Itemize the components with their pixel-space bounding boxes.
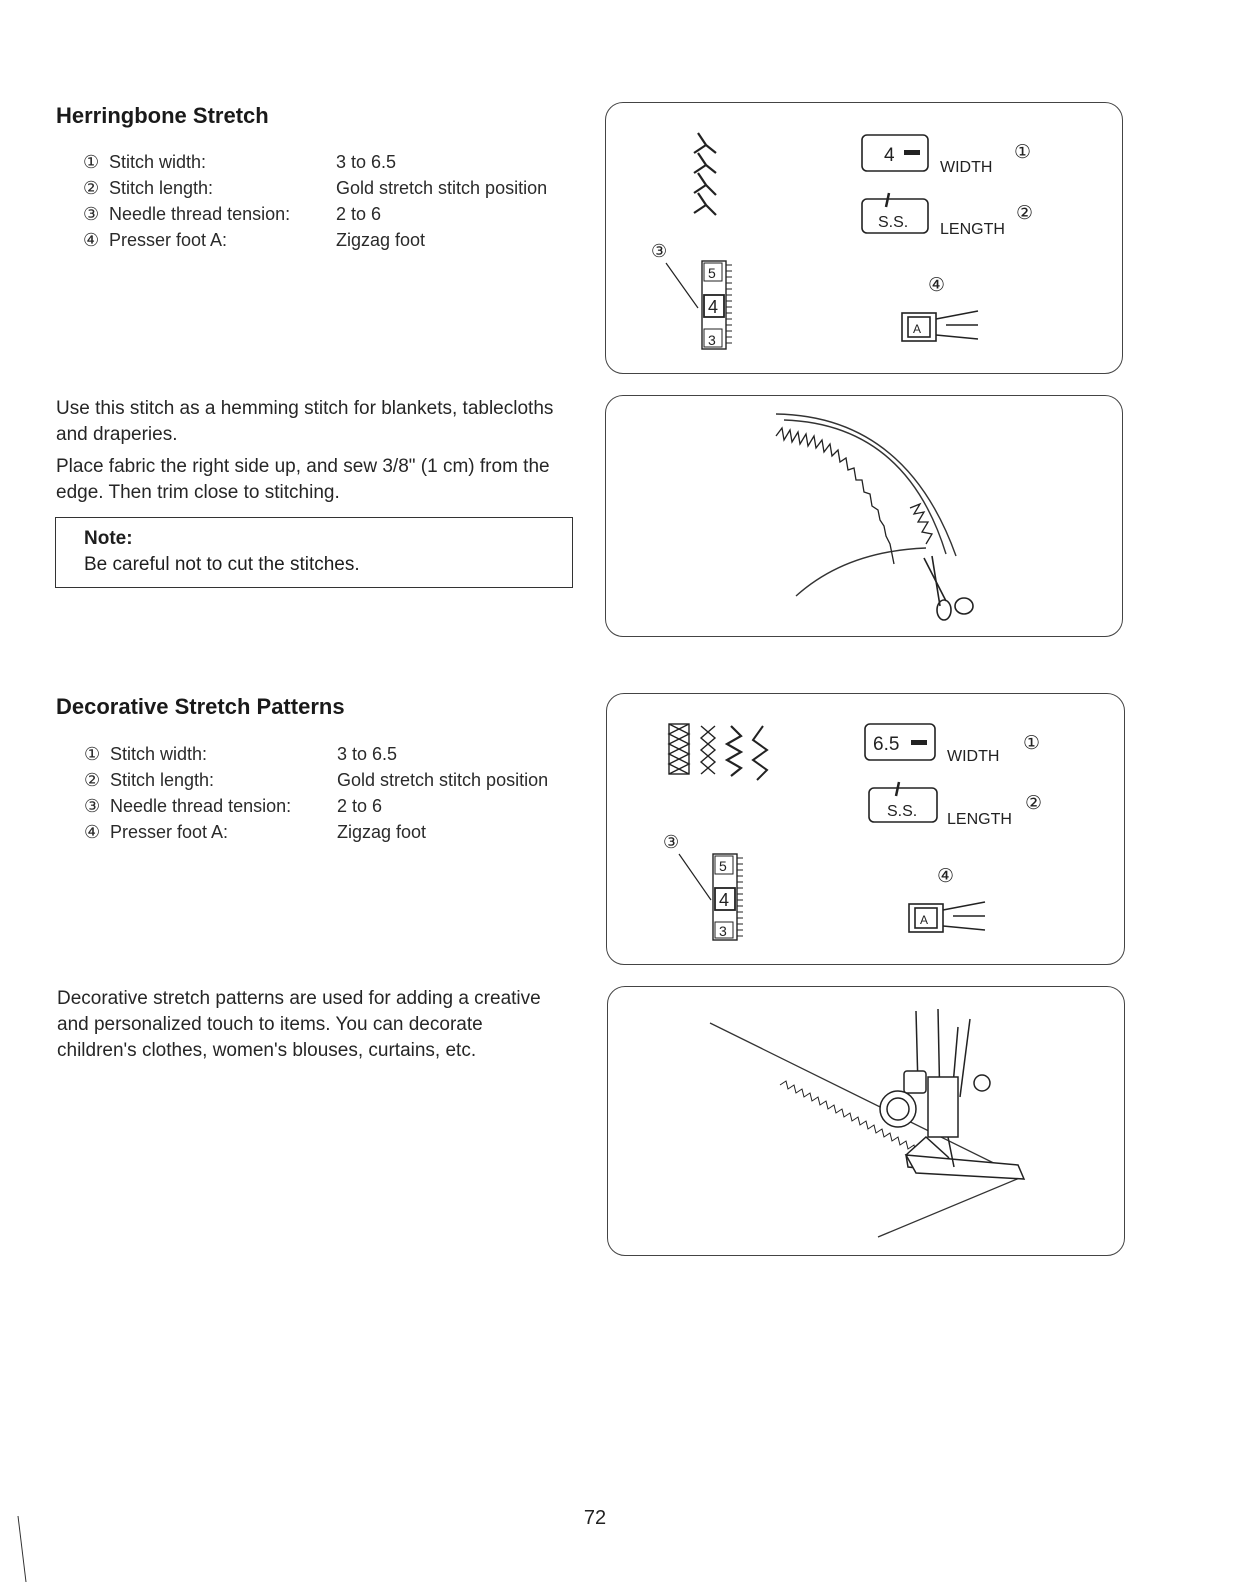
spec-label: Presser foot A: [109, 230, 228, 250]
settings-illustration [607, 694, 1126, 966]
note-title: Note: [84, 528, 133, 549]
page-number: 72 [583, 1507, 607, 1529]
tension-callout: ③ [663, 832, 680, 852]
hem-stitch-icon [776, 428, 932, 564]
fabric-icon [710, 1023, 1022, 1237]
length-value: S.S. [887, 803, 918, 820]
decorative-settings-panel [606, 693, 1125, 965]
spec-value: Zigzag foot [337, 822, 427, 842]
width-label: WIDTH [940, 159, 993, 176]
spec-label: Stitch length: [109, 178, 214, 198]
dial-number: 3 [719, 923, 727, 939]
tension-callout-line [679, 854, 711, 900]
dial-number: 5 [719, 858, 727, 874]
spec-number: ③ [83, 204, 100, 224]
length-callout: ② [1025, 793, 1043, 814]
dial-number: 5 [708, 265, 716, 281]
length-label: LENGTH [940, 221, 1005, 238]
herringbone-paragraph-1: Use this stitch as a hemming stitch for blankets, tablecloths and draperies. [56, 398, 554, 445]
presser-foot-icon [902, 311, 978, 341]
spec-value: 2 to 6 [336, 204, 382, 224]
spec-row-thread-tension [83, 201, 382, 227]
herringbone-hem-illustration-panel [605, 395, 1123, 637]
spec-value: Gold stretch stitch position [336, 178, 548, 198]
spec-number: ① [84, 744, 101, 764]
length-callout: ② [1016, 203, 1034, 224]
spec-label: Needle thread tension: [109, 204, 291, 224]
spec-label: Needle thread tension: [110, 796, 292, 816]
dial-number: 3 [708, 332, 716, 348]
dial-number: 4 [719, 890, 730, 910]
presser-foot-icon [909, 902, 985, 932]
length-display-icon [862, 193, 928, 233]
spec-value: 3 to 6.5 [336, 152, 397, 172]
spec-row-stitch-length [84, 767, 549, 793]
spec-number: ① [83, 152, 100, 172]
spec-value: Gold stretch stitch position [337, 770, 549, 790]
herringbone-spec-list [83, 149, 548, 253]
spec-value: 2 to 6 [337, 796, 383, 816]
width-value: 6.5 [873, 734, 900, 755]
herringbone-settings-panel [605, 102, 1123, 374]
foot-callout: ④ [928, 275, 946, 296]
spec-number: ④ [83, 230, 100, 250]
foot-letter: A [920, 913, 929, 927]
width-callout: ① [1014, 142, 1032, 163]
herringbone-stitch-icon [694, 133, 716, 215]
spec-value: Zigzag foot [336, 230, 426, 250]
presser-foot-machine-icon [880, 1009, 1024, 1179]
section-title-herringbone: Herringbone Stretch [56, 103, 269, 128]
spec-value: 3 to 6.5 [337, 744, 398, 764]
tension-dial-icon [713, 854, 743, 940]
spec-label: Stitch width: [110, 744, 208, 764]
tension-callout-line [666, 263, 698, 308]
sewing-illustration [608, 987, 1126, 1257]
length-value: S.S. [878, 214, 909, 231]
width-display-icon [865, 724, 935, 760]
foot-callout: ④ [937, 866, 955, 887]
spec-number: ④ [84, 822, 101, 842]
decorative-sewing-illustration-panel [607, 986, 1125, 1256]
spec-row-stitch-length [83, 175, 548, 201]
foot-letter: A [913, 322, 922, 336]
tension-dial-icon [702, 261, 732, 349]
settings-illustration [606, 103, 1124, 375]
note-text: Be careful not to cut the stitches. [84, 554, 360, 575]
decorative-spec-list [84, 741, 549, 845]
width-display-icon [862, 135, 928, 171]
spec-label: Stitch width: [109, 152, 207, 172]
spec-row-stitch-width [83, 149, 397, 175]
dial-number: 4 [708, 297, 719, 317]
decorative-paragraph-1: Decorative stretch patterns are used for adding a creative and personalized touch to items. You can decorate children's clothes, women's blouses, curtains, etc. [57, 988, 541, 1061]
spec-label: Presser foot A: [110, 822, 229, 842]
spec-number: ② [83, 178, 100, 198]
spec-label: Stitch length: [110, 770, 215, 790]
spec-number: ② [84, 770, 101, 790]
length-display-icon [869, 782, 937, 822]
spec-row-stitch-width [84, 741, 398, 767]
scissors-icon [924, 556, 973, 620]
width-label: WIDTH [947, 748, 1000, 765]
spec-number: ③ [84, 796, 101, 816]
herringbone-paragraph-2: Place fabric the right side up, and sew 3/8" (1 cm) from the edge. Then trim close to stitching. [56, 456, 550, 503]
width-value: 4 [884, 145, 895, 166]
spec-row-thread-tension [84, 793, 383, 819]
spec-row-presser-foot [84, 819, 427, 845]
section-title-decorative: Decorative Stretch Patterns [56, 694, 345, 719]
hem-illustration [606, 396, 1124, 638]
length-label: LENGTH [947, 811, 1012, 828]
spec-row-presser-foot [83, 227, 426, 253]
decorative-stitch-patterns-icon [669, 724, 767, 780]
tension-callout: ③ [651, 241, 668, 261]
note-box [55, 517, 573, 588]
page-margin-mark [14, 1514, 34, 1584]
width-callout: ① [1023, 733, 1041, 754]
